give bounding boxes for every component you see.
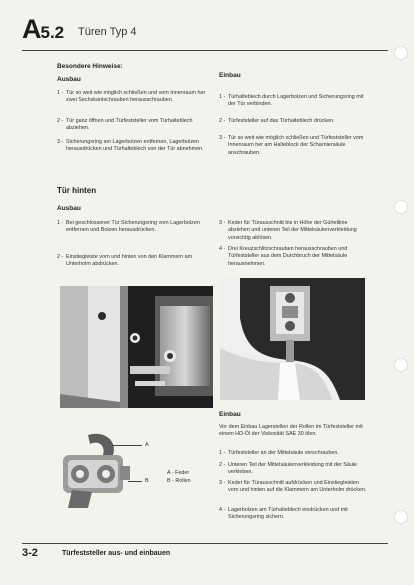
binder-hole (394, 510, 408, 524)
figure-label-a: A (145, 442, 149, 448)
list-item (219, 450, 369, 457)
door-hinge-photo-image (60, 286, 213, 408)
item-text: Tür so weit wie möglich schließen und vom Innenraum her zwei Sechskantschrauben herausschrauben. (66, 90, 206, 104)
section-code (22, 14, 64, 45)
item-number: 1 - (57, 220, 64, 226)
section-code-number: 5.2 (40, 23, 65, 42)
item-text: Bei geschlossener Tür Sicherungsring vom Lagerbolzen entfernen und Bolzen herausdrücken. (66, 220, 200, 234)
legend-feder: A - Feder (167, 470, 190, 476)
item-number: 1 - (57, 90, 64, 96)
item-number: 4 - (219, 507, 226, 513)
leader-line-a (112, 445, 142, 446)
binder-hole (394, 358, 408, 372)
pillar-photo-image (220, 278, 365, 400)
item-number: 2 - (219, 118, 226, 124)
figure-label-b: B (145, 478, 149, 484)
list-item (57, 118, 207, 133)
legend-rollen: B - Rollen (167, 478, 191, 484)
item-text: Drei Kreuzschlitzschrauben herausschrauben und Türfeststeller aus dem Durchbruch der Mittelsäule herausnehmen. (228, 246, 348, 267)
footer-rule (22, 543, 388, 544)
item-number: 2 - (57, 118, 64, 124)
list-item (219, 462, 369, 477)
list-item (219, 246, 369, 268)
item-number: 3 - (57, 139, 64, 145)
item-text: Keder für Türausschnitt bis in Höhe der Gürtellinie abziehen und unteren Teil der Mittelsäulenverkleidung vorsichtig ablösen. (228, 220, 357, 241)
footer-title: Türfeststeller aus- und einbauen (62, 550, 171, 557)
intro-text: Vor dem Einbau Lagerstellen der Rollen im Türfeststeller mit einem HD-Öl der Viskosität SAE 30 ölen. (219, 424, 363, 438)
item-text: Tür ganz öffnen und Türfeststeller vom Türhalteblech abziehen. (66, 118, 193, 132)
list-item (57, 220, 207, 235)
item-number: 3 - (219, 135, 226, 141)
item-number: 3 - (219, 480, 226, 486)
list-item (219, 480, 369, 495)
item-text: Sicherungsring am Lagerbolzen entfernen, Lagerbolzen herausdrücken und Türhalteblech von der Tür abnehmen. (66, 139, 204, 153)
item-number: 2 - (57, 254, 64, 260)
item-text: Keder für Türausschnitt aufdrücken und Einstiegleisten vorn und hinten auf die Klammern am Unterholm drücken. (228, 480, 367, 494)
item-number: 1 - (219, 450, 226, 456)
installation-heading: Einbau (219, 72, 241, 79)
item-text: Türhalteblech durch Lagerbolzen und Sicherungsring mit der Tür verbinden. (228, 94, 364, 108)
list-item (57, 139, 207, 154)
door-hinge-photo (60, 286, 213, 408)
leader-line-b (128, 481, 142, 482)
removal-heading: Ausbau (57, 76, 81, 83)
list-item (219, 118, 369, 125)
item-text: Türfeststeller an der Mittelsäule verschrauben. (228, 450, 339, 456)
item-number: 3 - (219, 220, 226, 226)
list-item (219, 135, 369, 157)
item-text: Unteren Teil der Mittelsäulenverkleidung mit der Säule verkleben. (228, 462, 358, 476)
list-item (219, 507, 369, 522)
rear-installation-heading: Einbau (219, 411, 241, 418)
list-item (219, 220, 369, 242)
door-check-drawing (58, 430, 153, 510)
list-item (219, 94, 369, 109)
binder-hole (394, 200, 408, 214)
page-header-title: Türen Typ 4 (78, 26, 137, 38)
rear-removal-heading: Ausbau (57, 205, 81, 212)
item-number: 2 - (219, 462, 226, 468)
header-rule (22, 50, 388, 51)
binder-hole (394, 46, 408, 60)
door-check-illustration (58, 430, 153, 510)
item-text: Einstiegleiste vorn und hinten von den Klammern am Unterholm abdrücken. (66, 254, 193, 268)
item-number: 4 - (219, 246, 226, 252)
pillar-photo (220, 278, 365, 400)
section-code-letter: A (22, 14, 41, 44)
item-text: Lagerbolzen am Türhalteblech eindrücken und mit Sicherungsring sichern. (228, 507, 348, 521)
list-item (57, 254, 207, 269)
rear-door-title: Tür hinten (57, 186, 97, 195)
list-item (57, 90, 207, 105)
item-text: Tür so weit wie möglich schließen und Türfeststeller vom Innenraum her am Halteblock der Scharniersäule anschrauben. (228, 135, 364, 156)
item-text: Türfeststeller auf das Türhalteblech drücken. (228, 118, 335, 124)
page-number: 3-2 (22, 547, 38, 559)
rear-installation-intro (219, 424, 369, 439)
item-number: 1 - (219, 94, 226, 100)
notes-heading: Besondere Hinweise: (57, 63, 123, 70)
